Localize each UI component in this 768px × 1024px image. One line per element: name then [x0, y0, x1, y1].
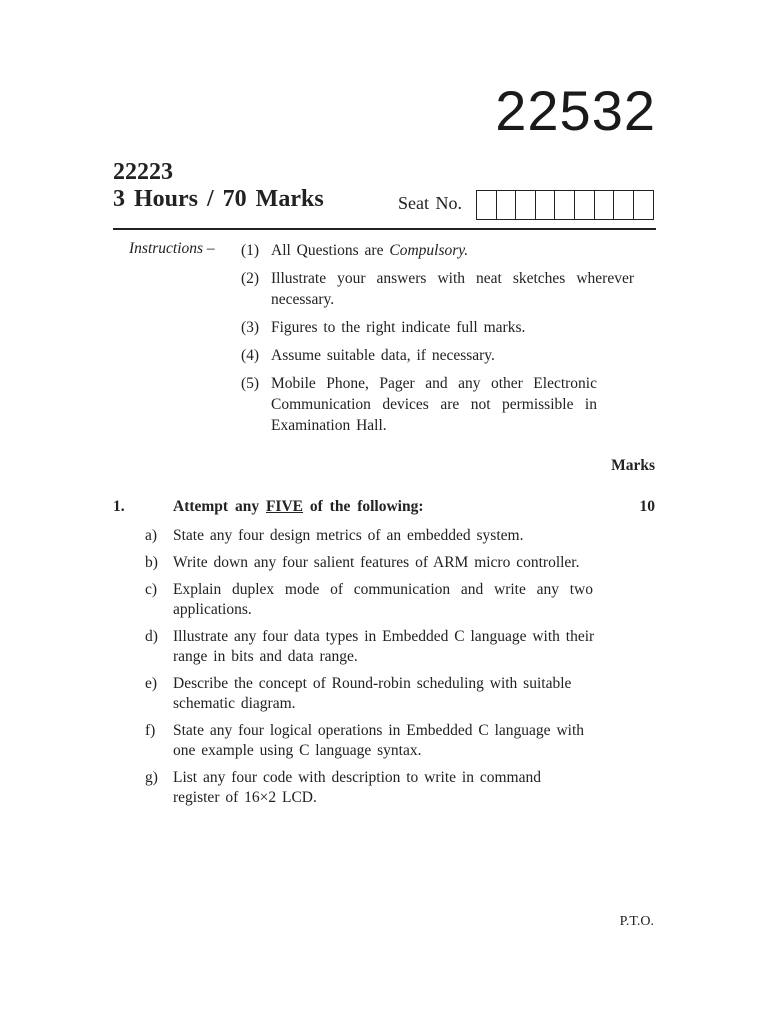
seat-number-box[interactable]: [516, 191, 536, 219]
sub-question-letter: c): [145, 581, 158, 598]
sub-question: [145, 526, 625, 546]
header-divider: [113, 228, 656, 230]
instruction-number: (3): [241, 319, 260, 336]
instruction-item: [241, 240, 634, 261]
sub-question-text: State any four logical operations in Embedded C language with one example using C language syntax.: [173, 722, 584, 759]
instruction-text: Illustrate your answers with neat sketches wherever necessary.: [271, 270, 634, 308]
sub-question: [145, 674, 625, 714]
seat-number-box[interactable]: [555, 191, 575, 219]
instruction-number: (5): [241, 375, 260, 392]
sub-question-letter: b): [145, 554, 158, 571]
instruction-text: All Questions are Compulsory.: [271, 242, 469, 259]
sub-question: [145, 768, 625, 808]
sub-question-letter: f): [145, 722, 156, 739]
sub-question-text: List any four code with description to write in command register of 16×2 LCD.: [173, 769, 541, 806]
question-number: 1.: [113, 498, 125, 515]
duration-marks: 3 Hours / 70 Marks: [113, 186, 324, 212]
seat-number-box[interactable]: [536, 191, 556, 219]
sub-question-list: [145, 526, 625, 815]
seat-number-box[interactable]: [497, 191, 517, 219]
instruction-item: [241, 373, 634, 436]
question-heading: Attempt any FIVE of the following:: [173, 498, 424, 515]
instruction-text: Mobile Phone, Pager and any other Electronic Communication devices are not permissible in Examination Hall.: [271, 375, 597, 434]
instructions-list: [241, 240, 634, 443]
sub-question-letter: g): [145, 769, 158, 786]
seat-number-box[interactable]: [634, 191, 654, 219]
sub-question-text: State any four design metrics of an embedded system.: [173, 527, 524, 544]
seat-number-boxes: [476, 190, 654, 220]
sub-question-text: Write down any four salient features of ARM micro controller.: [173, 554, 580, 571]
marks-column-header: Marks: [611, 457, 655, 474]
instruction-number: (2): [241, 270, 260, 287]
subject-code: 22223: [113, 159, 173, 185]
sub-question-letter: d): [145, 628, 158, 645]
sub-question: [145, 721, 625, 761]
instruction-number: (1): [241, 242, 260, 259]
sub-question: [145, 627, 625, 667]
question-marks: 10: [639, 498, 655, 515]
pto-footer: P.T.O.: [619, 914, 654, 929]
sub-question-letter: a): [145, 527, 158, 544]
seat-number-box[interactable]: [595, 191, 615, 219]
paper-code: 22532: [495, 79, 656, 142]
sub-question: [145, 580, 625, 620]
instruction-text: Assume suitable data, if necessary.: [271, 347, 495, 364]
sub-question-text: Describe the concept of Round-robin scheduling with suitable schematic diagram.: [173, 675, 572, 712]
sub-question: [145, 553, 625, 573]
question-emphasis: FIVE: [265, 498, 304, 515]
instruction-text: Figures to the right indicate full marks.: [271, 319, 526, 336]
instruction-item: [241, 268, 634, 310]
sub-question-letter: e): [145, 675, 158, 692]
seat-number-label: Seat No.: [398, 193, 462, 213]
seat-number-box[interactable]: [575, 191, 595, 219]
instruction-item: [241, 317, 634, 338]
instructions-label: Instructions –: [129, 240, 215, 257]
seat-number-box[interactable]: [477, 191, 497, 219]
instruction-emphasis: Compulsory.: [389, 242, 469, 259]
sub-question-text: Explain duplex mode of communication and write any two applications.: [173, 581, 593, 618]
instruction-item: [241, 345, 634, 366]
instruction-number: (4): [241, 347, 260, 364]
seat-number-box[interactable]: [614, 191, 634, 219]
sub-question-text: Illustrate any four data types in Embedded C language with their range in bits and data range.: [173, 628, 595, 665]
